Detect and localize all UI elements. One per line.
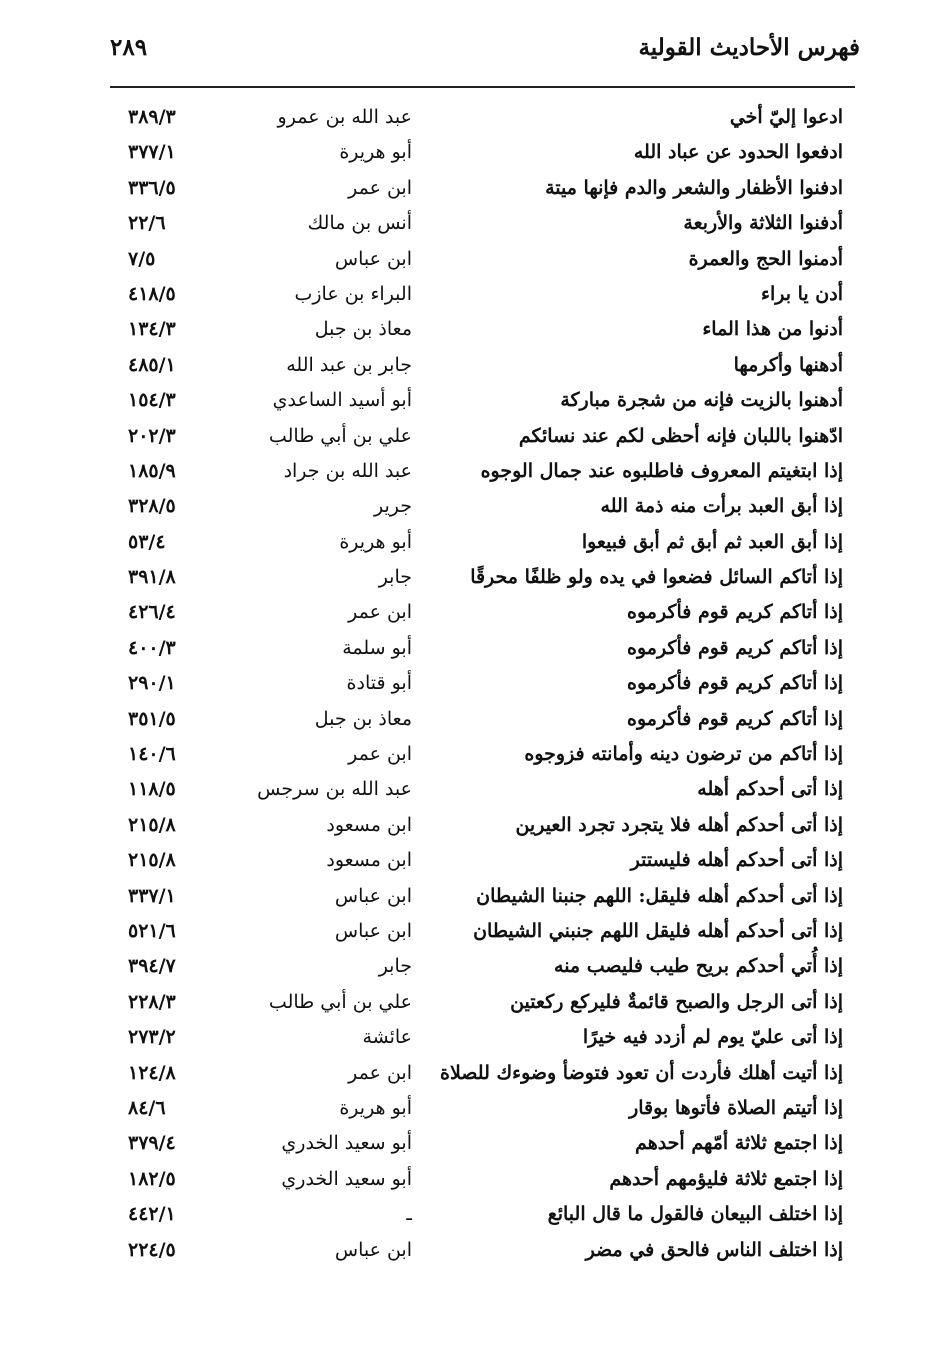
index-row xyxy=(0,1201,935,1236)
narrator-name: علي بن أبي طالب xyxy=(268,990,412,1013)
hadith-text: إذا أتاكم كريم قوم فأكرموه xyxy=(627,672,843,695)
narrator-name: عبد الله بن عمرو xyxy=(277,106,412,128)
volume-page-reference: ٤٢٦/٤ xyxy=(128,601,176,624)
hadith-text: إذا أتى أحدكم أهله فليقل اللهم جنبني الشيطان xyxy=(473,919,843,942)
volume-page-reference: ١٣٤/٣ xyxy=(128,318,176,341)
hadith-text: أدن يا براء xyxy=(761,282,843,305)
volume-page-reference: ٥٣/٤ xyxy=(128,530,166,553)
hadith-text: إذا أتاكم كريم قوم فأكرموه xyxy=(627,601,843,624)
volume-page-reference: ٣٥١/٥ xyxy=(128,707,176,730)
hadith-text: إذا اجتمع ثلاثة أمّهم أحدهم xyxy=(635,1132,843,1155)
narrator-name: أبو هريرة xyxy=(339,1096,412,1119)
narrator-name: معاذ بن جبل xyxy=(314,707,412,730)
index-row xyxy=(0,387,935,422)
narrator-name: أبو هريرة xyxy=(339,530,412,553)
index-row xyxy=(0,1095,935,1130)
narrator-name: أبو هريرة xyxy=(339,141,412,164)
hadith-text: إذا أتى أحدكم أهله xyxy=(697,778,843,801)
index-row xyxy=(0,104,935,139)
hadith-text: إذا أُتي أحدكم بريح طيب فليصب منه xyxy=(554,955,843,978)
volume-page-reference: ٣٩١/٨ xyxy=(128,566,176,589)
hadith-text: أدهنوا بالزيت فإنه من شجرة مباركة xyxy=(560,389,843,412)
volume-page-reference: ٤٠٠/٣ xyxy=(128,636,176,659)
hadith-text: ادعوا إليّ أخي xyxy=(729,106,843,128)
volume-page-reference: ١٥٤/٣ xyxy=(128,389,176,412)
hadith-text: ادفنوا الأظفار والشعر والدم فإنها ميتة xyxy=(545,176,843,199)
index-row xyxy=(0,1060,935,1095)
volume-page-reference: ٣٨٩/٣ xyxy=(128,106,176,128)
narrator-name: ابن مسعود xyxy=(326,813,412,836)
hadith-text: ادّهنوا باللبان فإنه أحظى لكم عند نسائكم xyxy=(518,424,843,447)
volume-page-reference: ٢٩٠/١ xyxy=(128,672,176,695)
volume-page-reference: ٧/٥ xyxy=(128,247,156,270)
header-rule xyxy=(110,86,855,88)
index-row xyxy=(0,246,935,281)
hadith-text: إذا أتاكم كريم قوم فأكرموه xyxy=(627,707,843,730)
hadith-text: إذا اختلف البيعان فالقول ما قال البائع xyxy=(547,1203,843,1226)
index-row xyxy=(0,175,935,210)
hadith-text: أدنوا من هذا الماء xyxy=(702,318,843,341)
volume-page-reference: ٤١٨/٥ xyxy=(128,282,176,305)
narrator-name: أبو سعيد الخدري xyxy=(281,1132,412,1155)
index-row xyxy=(0,210,935,245)
narrator-name: أبو سلمة xyxy=(342,636,412,659)
narrator-name: علي بن أبي طالب xyxy=(268,424,412,447)
volume-page-reference: ٨٤/٦ xyxy=(128,1096,166,1119)
narrator-name: عبد الله بن سرجس xyxy=(257,778,412,801)
index-row xyxy=(0,493,935,528)
index-row xyxy=(0,706,935,741)
hadith-text: أدهنها وأكرمها xyxy=(733,353,843,376)
narrator-name: ـ xyxy=(406,1203,412,1226)
index-row xyxy=(0,1130,935,1165)
index-row xyxy=(0,599,935,634)
narrator-name: ابن عمر xyxy=(348,1061,412,1084)
index-row xyxy=(0,883,935,918)
volume-page-reference: ٢٢٨/٣ xyxy=(128,990,176,1013)
narrator-name: ابن عباس xyxy=(334,247,412,270)
index-row xyxy=(0,352,935,387)
narrator-name: ابن عمر xyxy=(348,743,412,766)
page-number: ٢٨٩ xyxy=(110,34,148,61)
narrator-name: أبو قتادة xyxy=(346,672,412,695)
hadith-text: إذا أتى الرجل والصبح قائمةٌ فليركع ركعتين xyxy=(510,990,843,1013)
hadith-text: إذا أبق العبد ثم أبق ثم أبق فبيعوا xyxy=(581,530,843,553)
hadith-text: أدمنوا الحج والعمرة xyxy=(688,247,843,270)
narrator-name: جابر بن عبد الله xyxy=(286,353,412,376)
page-header xyxy=(100,30,860,70)
hadith-text: إذا اجتمع ثلاثة فليؤمهم أحدهم xyxy=(609,1167,843,1190)
index-row xyxy=(0,847,935,882)
hadith-text: إذا أتى أحدكم أهله فليقل: اللهم جنبنا الشيطان xyxy=(476,884,843,907)
volume-page-reference: ٣٩٤/٧ xyxy=(128,955,176,978)
volume-page-reference: ٣٧٩/٤ xyxy=(128,1132,176,1155)
index-row xyxy=(0,1166,935,1201)
index-row xyxy=(0,316,935,351)
narrator-name: معاذ بن جبل xyxy=(314,318,412,341)
narrator-name: أبو سعيد الخدري xyxy=(281,1167,412,1190)
narrator-name: جابر xyxy=(378,955,412,978)
volume-page-reference: ١٨٥/٩ xyxy=(128,459,176,482)
volume-page-reference: ٢١٥/٨ xyxy=(128,849,176,872)
narrator-name: ابن عباس xyxy=(334,884,412,907)
narrator-name: عائشة xyxy=(362,1026,412,1049)
index-row xyxy=(0,139,935,174)
volume-page-reference: ٣٣٦/٥ xyxy=(128,176,176,199)
header-title: فهرس الأحاديث القولية xyxy=(638,34,860,61)
hadith-text: إذا أتى عليّ يوم لم أزدد فيه خيرًا xyxy=(582,1026,843,1049)
hadith-text: إذا أبق العبد برأت منه ذمة الله xyxy=(600,495,843,518)
index-row xyxy=(0,812,935,847)
hadith-text: أدفنوا الثلاثة والأربعة xyxy=(683,212,843,235)
volume-page-reference: ٤٨٥/١ xyxy=(128,353,176,376)
narrator-name: جابر xyxy=(378,566,412,589)
index-row xyxy=(0,564,935,599)
hadith-text: إذا اختلف الناس فالحق في مضر xyxy=(585,1238,843,1261)
index-row xyxy=(0,529,935,564)
volume-page-reference: ١٢٤/٨ xyxy=(128,1061,176,1084)
index-row xyxy=(0,670,935,705)
hadith-text: ادفعوا الحدود عن عباد الله xyxy=(633,141,843,164)
index-row xyxy=(0,1024,935,1059)
hadith-text: إذا أتاكم كريم قوم فأكرموه xyxy=(627,636,843,659)
narrator-name: جرير xyxy=(374,495,412,518)
narrator-name: ابن عمر xyxy=(348,176,412,199)
volume-page-reference: ٤٤٢/١ xyxy=(128,1203,176,1226)
index-row xyxy=(0,635,935,670)
volume-page-reference: ٢٢٤/٥ xyxy=(128,1238,176,1261)
hadith-text: إذا أتيتم الصلاة فأتوها بوقار xyxy=(629,1096,843,1119)
volume-page-reference: ٣٢٨/٥ xyxy=(128,495,176,518)
volume-page-reference: ٥٢١/٦ xyxy=(128,919,176,942)
volume-page-reference: ٣٧٧/١ xyxy=(128,141,176,164)
volume-page-reference: ٢١٥/٨ xyxy=(128,813,176,836)
narrator-name: ابن عمر xyxy=(348,601,412,624)
volume-page-reference: ١٤٠/٦ xyxy=(128,743,176,766)
index-row xyxy=(0,1237,935,1272)
index-row xyxy=(0,918,935,953)
volume-page-reference: ٢٧٣/٢ xyxy=(128,1026,176,1049)
narrator-name: أنس بن مالك xyxy=(307,212,412,235)
narrator-name: البراء بن عازب xyxy=(294,282,412,305)
narrator-name: أبو أسيد الساعدي xyxy=(272,389,412,412)
index-row xyxy=(0,989,935,1024)
hadith-text: إذا أتاكم من ترضون دينه وأمانته فزوجوه xyxy=(524,743,843,766)
volume-page-reference: ١٨٢/٥ xyxy=(128,1167,176,1190)
index-row xyxy=(0,281,935,316)
hadith-text: إذا ابتغيتم المعروف فاطلبوه عند جمال الوجوه xyxy=(480,459,843,482)
volume-page-reference: ١١٨/٥ xyxy=(128,778,176,801)
index-row xyxy=(0,741,935,776)
index-row xyxy=(0,953,935,988)
index-row xyxy=(0,458,935,493)
hadith-text: إذا أتيت أهلك فأردت أن تعود فتوضأ وضوءك للصلاة xyxy=(440,1061,843,1084)
hadith-text: إذا أتى أحدكم أهله فلا يتجرد تجرد العيرين xyxy=(515,813,843,836)
narrator-name: ابن عباس xyxy=(334,919,412,942)
narrator-name: عبد الله بن جراد xyxy=(283,459,412,482)
index-row xyxy=(0,423,935,458)
volume-page-reference: ٢٠٢/٣ xyxy=(128,424,176,447)
volume-page-reference: ٣٣٧/١ xyxy=(128,884,176,907)
hadith-text: إذا أتاكم السائل فضعوا في يده ولو ظلفًا محرقًا xyxy=(470,566,843,589)
narrator-name: ابن مسعود xyxy=(326,849,412,872)
hadith-text: إذا أتى أحدكم أهله فليستتر xyxy=(630,849,843,872)
narrator-name: ابن عباس xyxy=(334,1238,412,1261)
volume-page-reference: ٢٢/٦ xyxy=(128,212,166,235)
index-row xyxy=(0,776,935,811)
hadith-index-list xyxy=(0,104,935,1272)
